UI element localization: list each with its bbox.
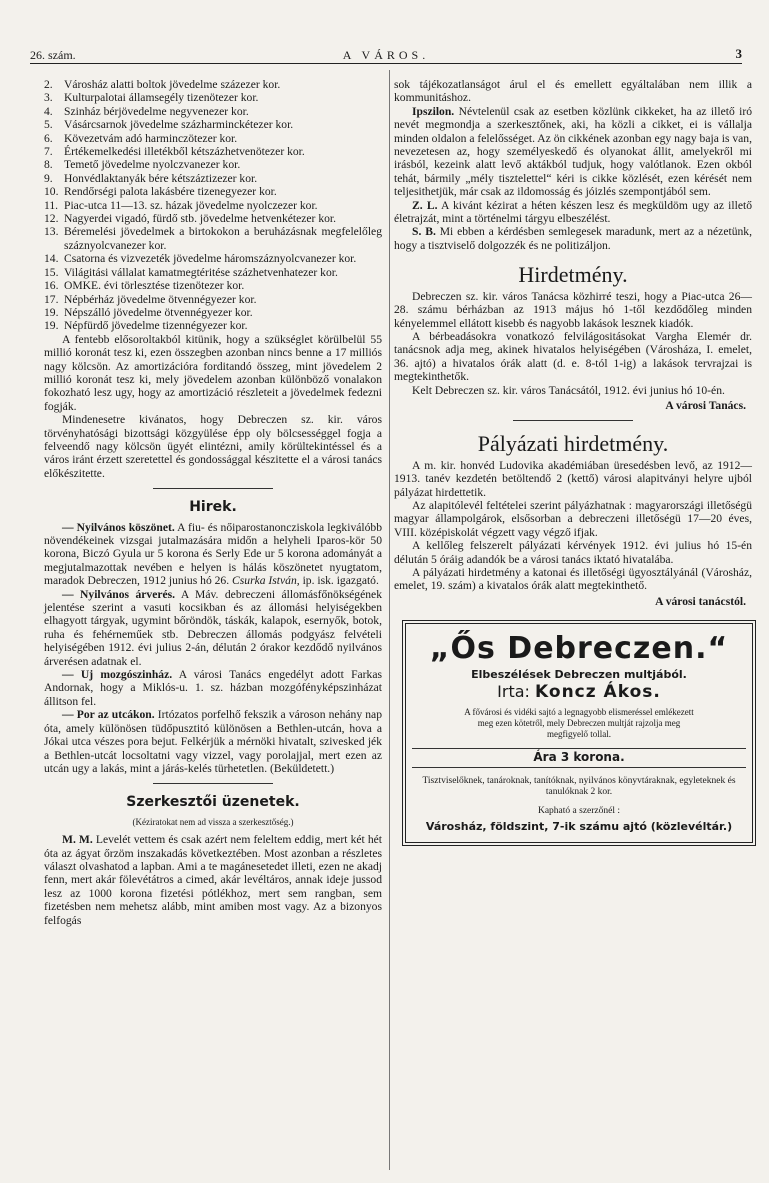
news-item — [44, 708, 382, 775]
reply-text: sok tájékozatlanságot árul el és emellett egyáltalában nem illik a kommunitáshoz. — [394, 78, 752, 105]
list-text: Temető jövedelme nyolczvanezer kor. — [64, 158, 241, 172]
news-item-text: A fiu- és nőiparostanoncziskola legkiválóbb növendékeinek vizsgai jutalmazására midőn a helyheli Iparos-kör 50 korona, Biczó Gyula ur 5 korona és Serly Ede ur 5 korona adományát a megjutalmazottak nevében e helyen is hálás köszönetet nyugtatom, maradok Debreczen, 1912 junius hó 26. — [44, 520, 382, 588]
list-text: Nagyerdei vigadó, fürdő stb. jövedelme hetvenkétezer kor. — [64, 212, 337, 226]
list-number: 15. — [44, 265, 59, 279]
reply-recipient: M. M. — [62, 833, 93, 847]
list-number: 17. — [44, 292, 59, 306]
revenue-list-item — [44, 172, 382, 185]
list-text: Világitási vállalat kamatmegtéritése százhetvenhatezer kor. — [64, 265, 338, 279]
ad-blurb: A fővárosi és vidéki sajtó a legnagyobb elismeréssel emlékezett meg ezen kötetről, mely Debreczen multját rajzolja meg megfigyelő tollal. — [464, 707, 694, 740]
revenue-list-item — [44, 252, 382, 265]
editor-reply — [394, 105, 752, 199]
list-number: 19. — [44, 319, 59, 333]
hirdetmeny-heading: Hirdetmény. — [518, 262, 628, 288]
list-number: 7. — [44, 145, 53, 159]
ad-available-at: Kapható a szerzőnél : — [537, 805, 621, 816]
list-text: Béremelési jövedelmek a birtokokon a beruházásnak megfelelőleg száznyolcvanezer kor. — [64, 225, 382, 252]
list-text: Csatorna és vizvezeték jövedelme háromszáznyolcvanezer kor. — [64, 252, 357, 266]
tender-paragraph: A pályázati hirdetmény a katonai és illetőségi ügyosztályánál (Városház, emelet, 19. szám) a kivatalos órák alatt megtekinthető. — [394, 566, 752, 593]
reply-text: Névtelenül csak az esetben közlünk cikkeket, ha az illető iró nevét megmondja a szerkesztőnek, aki, ha közli a cikket, ei is vállalja minden oldalon a felelősséget. Az ön cikkének azonban egy nagy baja is van, nevezetesen az, hogy személyeskedő és olyanokat állit, amelyekről mi irásból, kezeink alatt levő aktákból tudjuk, hogy valótlanok. Ezen okból tehát, bármily „mély tisztelettel“ kéri is cikke közlését, ezen kérését nem teljesithetjük, már csak az ildomosság és jóizlés szempontjából sem. — [394, 104, 753, 199]
list-number: 5. — [44, 118, 53, 132]
list-number: 6. — [44, 131, 53, 145]
issue-number: 26. szám. — [30, 48, 76, 62]
left-column — [44, 78, 382, 927]
revenue-list-item — [44, 293, 382, 306]
notice-paragraph: A bérbeadásokra vonatkozó felvilágositásokat Vargha Elemér dr. tanácsnok adja meg, akinek hivatalos helyiségében (Városháza, I. emelet, 36. ajtó) a hivatalos órák alatt (d. e. 8-tól 1-ig) a lakások tervrajzai is megtekinthetők. — [394, 329, 752, 384]
revenue-list-item — [44, 145, 382, 158]
right-column — [394, 78, 752, 846]
news-item — [44, 521, 382, 588]
list-number: 19. — [44, 305, 59, 319]
news-item-lead: — Uj mozgószinház. — [62, 668, 173, 682]
tender-paragraph: Az alapitólevél feltételei szerint pályázhatnak : magyarországi illetőségü magyar állampolgárok, elsősorban a debreczeni illetőségü 17—20 éves, VIII. középiskolát végzett vagy végző ifjak. — [394, 498, 752, 539]
list-number: 11. — [44, 198, 59, 212]
tender-signature: A városi tanácstól. — [655, 594, 746, 608]
editor-reply — [44, 833, 382, 927]
reply-text: Mi ebben a kérdésben semlegesek maradunk, mert az a nézetünk, hogy a tisztviselő dolgozzék és ne politizáljon. — [394, 225, 752, 252]
list-text: Népbérház jövedelme ötvennégyezer kor. — [64, 292, 257, 306]
revenue-list-item — [44, 132, 382, 145]
reply-text: Levelét vettem és csak azért nem feleltem eddig, mert két hét óta az ágyat őrzöm inszakadás következtében. Most azonban a részletes választ olvashatod a lapban. Ami a te magánesetedet illeti, ezen ne akadj fenn, mert akár fölevétátros a cimed, akár levéltáros, annak ideje jussod lesz az 1000 korona fizetési pótlékhoz, mert sem rangban, sem fizetésben nem mehetsz alább, mint amiben most vagy. Az a bizonyos felfogás — [44, 833, 382, 927]
news-items — [44, 521, 382, 776]
list-text: OMKE. évi törlesztése tizenötezer kor. — [64, 279, 245, 293]
revenue-list-item — [44, 78, 382, 91]
newspaper-title: A VÁROS. — [342, 48, 430, 62]
reply-text: A kivánt kézirat a héten készen lesz és megküldöm ugy az illető életrajzát, mint a történelmi tárgyu elbeszélést. — [394, 198, 752, 226]
reply-recipient: Z. L. — [412, 198, 438, 212]
list-text: Honvédlaktanyák bére kétszáztizezer kor. — [64, 171, 258, 185]
list-number: 14. — [44, 252, 59, 266]
column-divider — [389, 70, 390, 1170]
body-paragraph: Mindenesetre kivánatos, hogy Debreczen sz. kir. város törvényhatósági bizottsági közgyülése épp oly bölcsességgel fogja a felveendő nagy kölcsön ügyét elintézni, amily körültekintéssel és a város iránt érzett szeretettel és gondossággal készitette el a városi tanács előkészitette. — [44, 413, 382, 480]
list-text: Szinház bérjövedelme negyvenezer kor. — [64, 104, 249, 118]
list-number: 16. — [44, 279, 59, 293]
book-advertisement — [402, 620, 756, 845]
revenue-list-item — [44, 158, 382, 171]
revenue-list-item — [44, 118, 382, 131]
revenue-list-item — [44, 199, 382, 212]
ad-author-line — [412, 682, 746, 703]
list-text: Kövezetvám adó harminczötezer kor. — [64, 131, 238, 145]
ad-subtitle: Elbeszélések Debreczen multjából. — [471, 667, 687, 681]
editor-reply — [394, 225, 752, 252]
list-number: 9. — [44, 171, 53, 185]
revenue-list-item — [44, 91, 382, 104]
editor-replies-continued — [394, 78, 752, 252]
revenue-list-item — [44, 212, 382, 225]
list-text: Rendőrségi palota lakásbére tizenegyezer kor. — [64, 185, 277, 199]
list-text: Vásárcsarnok jövedelme százharminckétezer kor. — [64, 118, 294, 132]
list-text: Kulturpalotai államsegély tizenötezer kor. — [64, 91, 259, 105]
ad-discount-note: Tisztviselőknek, tanároknak, tanítóknak, nyilvános könyvtáraknak, egyleteknek és tanulóknak 2 kor. — [422, 775, 736, 798]
revenue-list — [44, 78, 382, 333]
revenue-list-item — [44, 266, 382, 279]
ad-author: Koncz Ákos. — [535, 682, 661, 703]
list-text: Piac-utca 11—13. sz. házak jövedelme nyolczezer kor. — [64, 198, 318, 212]
editor-reply — [394, 78, 752, 105]
ad-address: Városház, földszint, 7-ik számu ajtó (közlevéltár.) — [425, 820, 733, 834]
editor-notes-heading: Szerkesztői üzenetek. — [126, 794, 300, 811]
news-item — [44, 588, 382, 668]
section-divider — [153, 783, 273, 784]
list-text: Népfürdő jövedelme tizennégyezer kor. — [64, 319, 248, 333]
ad-title: „Ős Debreczen.“ — [429, 631, 729, 667]
notice-signature: A városi Tanács. — [665, 398, 746, 412]
news-item-text: Irtózatos porfelhő fekszik a városon nehány nap óta, amely különösen tüdőpusztitó különösen a Bethlen-utcán, hova a Jókai utca vészes pora bejut. Felkérjük a mérnöki hivatalt, szivesked jék a Bethlen-utcát locsoltatni vagy vizzel, vagy porolajjal, mert ezen az utcán ugy a lakás, mint a járás-kelés türhetetlen. (Beküldetett.) — [44, 708, 382, 775]
palyazati-heading: Pályázati hirdetmény. — [477, 431, 669, 457]
news-item-text: A városi Tanács engedélyt adott Farkas Andornak, hogy a Miklós-u. 1. sz. házban mozgófényképszinházat állitson fel. — [44, 668, 382, 708]
revenue-list-item — [44, 225, 382, 252]
tender-paragraph: A m. kir. honvéd Ludovika akadémiában üresedésben levő, az 1912—1913. tanév kezdetén betöltendő 2 (kettő) városi alapitványi helyre ujból pályázat hirdettetik. — [394, 458, 752, 499]
revenue-list-item — [44, 319, 382, 332]
news-heading: Hirek. — [189, 499, 237, 516]
revenue-list-item — [44, 279, 382, 292]
body-paragraph: A fentebb elősoroltakból kitünik, hogy a szükséglet körülbelül 55 millió koronát tesz ki, ezen összegben azonban nincs benne a 17 milliós nagy kölcsön. Az amortizációra forditandó összeg, mint jövedelem 2 millió koronát tesz ki, mely jövedelem azonban különböző vonalakon fokozható lesz ugy, hogy az amortizáció részleteit a jövedelmek fedezni fogják. — [44, 332, 382, 413]
news-item-lead: — Nyilvános árverés. — [62, 587, 176, 601]
page-number: 3 — [735, 46, 742, 61]
list-number: 12. — [44, 212, 59, 226]
list-text: Városház alatti boltok jövedelme százezer kor. — [64, 78, 281, 91]
news-item — [44, 668, 382, 708]
news-item-tail: ip. isk. igazgató. — [299, 574, 379, 588]
reply-recipient: S. B. — [412, 225, 436, 239]
notice-paragraph: Debreczen sz. kir. város Tanácsa közhirré teszi, hogy a Piac-utca 26—28. számu bérházban az 1913 május hó 1-től kezdődőleg minden kényelemmel ellátott kisebb és nagyobb lakások lesznek kiadók. — [394, 289, 752, 330]
editor-note-disclaimer: (Kéziratokat nem ad vissza a szerkesztőség.) — [132, 816, 294, 827]
ad-price: Ára 3 korona. — [412, 748, 746, 767]
revenue-list-item — [44, 185, 382, 198]
list-number: 10. — [44, 185, 59, 199]
list-number: 13. — [44, 225, 59, 239]
ad-irta: Irta: — [497, 682, 530, 702]
news-item-text: A Máv. debreczeni állomásfőnökségének jelentése szerint a vasuti kocsikban és az állomási helyiségekben elhagyott tárgyak, ugymint bőröndök, táskák, kalapok, esernyők, botok, ruha és fehérneműek stb. Debreczen állomás podgyász felvételi helyiségében 1912. évi julius 2-án, délután 2 órakor kezdődő nyilvános árverésen adatnak el. — [44, 587, 382, 668]
list-number: 3. — [44, 91, 53, 105]
news-item-lead: — Por az utcákon. — [62, 708, 155, 722]
section-divider — [153, 488, 273, 489]
news-item-lead: — Nyilvános köszönet. — [62, 520, 175, 534]
news-item-signature: Csurka István, — [232, 574, 300, 588]
revenue-list-item — [44, 306, 382, 319]
section-divider — [513, 420, 633, 421]
list-number: 4. — [44, 104, 53, 118]
revenue-list-item — [44, 105, 382, 118]
list-number: 2. — [44, 78, 53, 91]
tender-paragraph: A kellőleg felszerelt pályázati kérvények 1912. évi julius hó 15-én délután 5 óráig adandók be a városi tanács iktató hivatalába. — [394, 539, 752, 566]
list-text: Értékemelkedési illetékből kétszázhetvenötezer kor. — [64, 145, 305, 159]
list-number: 8. — [44, 158, 53, 172]
notice-paragraph: Kelt Debreczen sz. kir. város Tanácsától, 1912. évi junius hó 10-én. — [412, 383, 725, 397]
editor-reply — [394, 199, 752, 226]
header-rule — [30, 63, 742, 64]
list-text: Népszálló jövedelme ötvennégyezer kor. — [64, 305, 253, 319]
reply-recipient: Ipszilon. — [412, 104, 455, 118]
